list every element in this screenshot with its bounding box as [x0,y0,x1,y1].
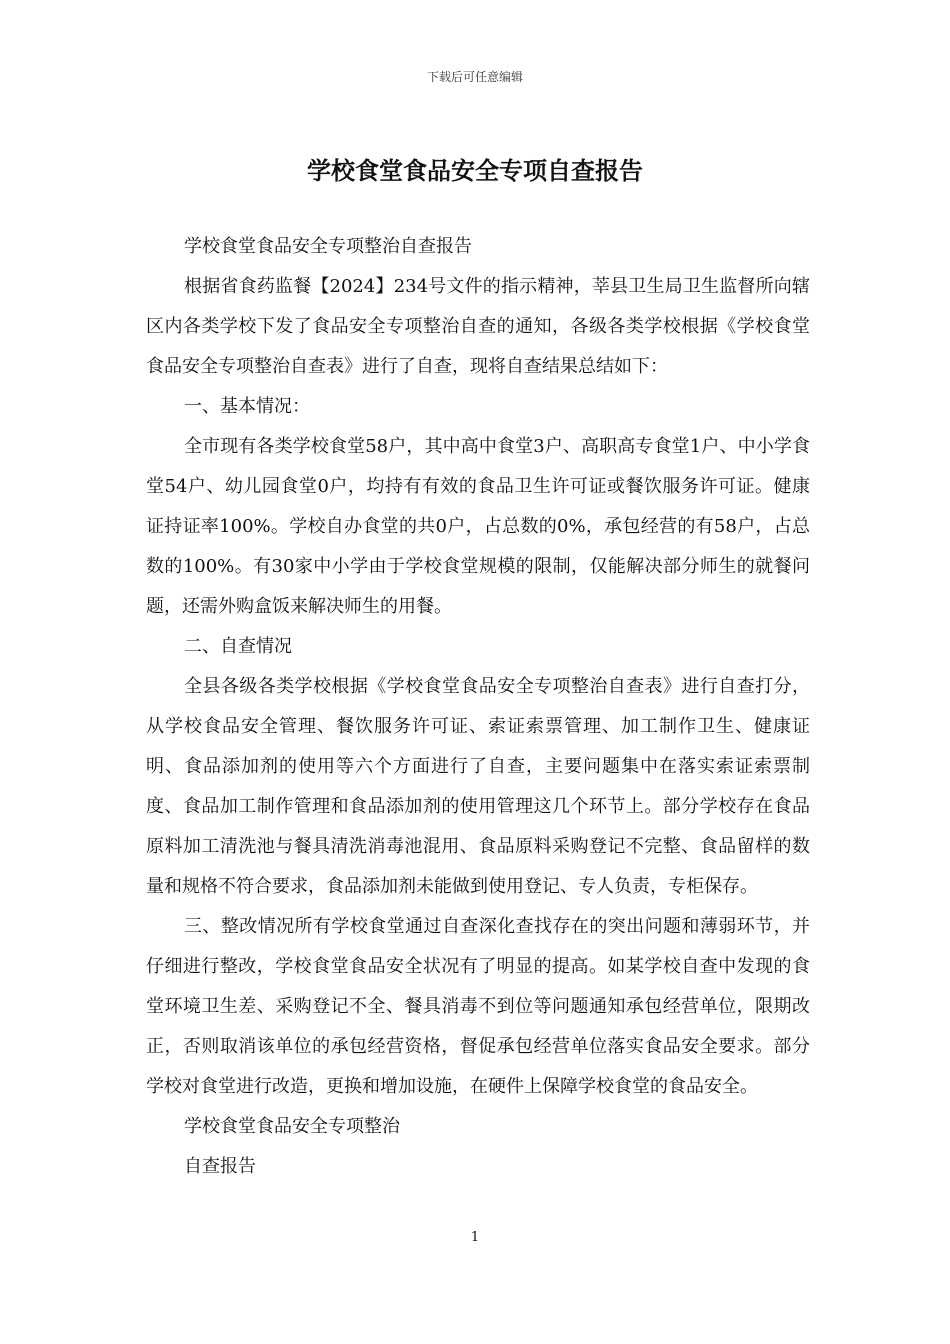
self-inspection-paragraph: 全县各级各类学校根据《学校食堂食品安全专项整治自查表》进行自查打分，从学校食品安全管理、餐饮服务许可证、索证索票管理、加工制作卫生、健康证明、食品添加剂的使用等六个方面进行了自查，主要问题集中在落实索证索票制度、食品加工制作管理和食品添加剂的使用管理这几个环节上。部分学校存在食品原料加工清洗池与餐具清洗消毒池混用、食品原料采购登记不完整、食品留样的数量和规格不符合要求，食品添加剂未能做到使用登记、专人负责，专柜保存。 [146,676,810,897]
section-heading-self-inspection: 二、自查情况 [184,636,292,657]
closing-subtitle-line: 自查报告 [184,1156,256,1177]
intro-paragraph: 根据省食药监餐【2024】234号文件的指示精神，莘县卫生局卫生监督所向辖区内各类学校下发了食品安全专项整治自查的通知，各级各类学校根据《学校食堂食品安全专项整治自查表》进行了自查，现将自查结果总结如下： [146,276,810,377]
header-note: 下载后可任意编辑 [426,70,523,84]
closing-title-line: 学校食堂食品安全专项整治 [184,1116,400,1137]
basic-situation-paragraph: 全市现有各类学校食堂58户，其中高中食堂3户、高职高专食堂1户、中小学食堂54户、幼儿园食堂0户，均持有有效的食品卫生许可证或餐饮服务许可证。健康证持证率100%。学校自办食堂的共0户，占总数的0%，承包经营的有58户，占总数的100%。有30家中小学由于学校食堂规模的限制，仅能解决部分师生的就餐问题，还需外购盒饭来解决师生的用餐。 [146,436,810,617]
document-body [146,227,810,1187]
document-title: 学校食堂食品安全专项自查报告 [307,156,643,185]
section-heading-basic-situation: 一、基本情况： [184,396,310,417]
subtitle-paragraph: 学校食堂食品安全专项整治自查报告 [184,236,472,257]
rectification-paragraph: 三、整改情况所有学校食堂通过自查深化查找存在的突出问题和薄弱环节，并仔细进行整改，学校食堂食品安全状况有了明显的提高。如某学校自查中发现的食堂环境卫生差、采购登记不全、餐具消毒不到位等问题通知承包经营单位，限期改正，否则取消该单位的承包经营资格，督促承包经营单位落实食品安全要求。部分学校对食堂进行改造，更换和增加设施，在硬件上保障学校食堂的食品安全。 [146,916,810,1097]
page-number: 1 [470,1230,480,1245]
